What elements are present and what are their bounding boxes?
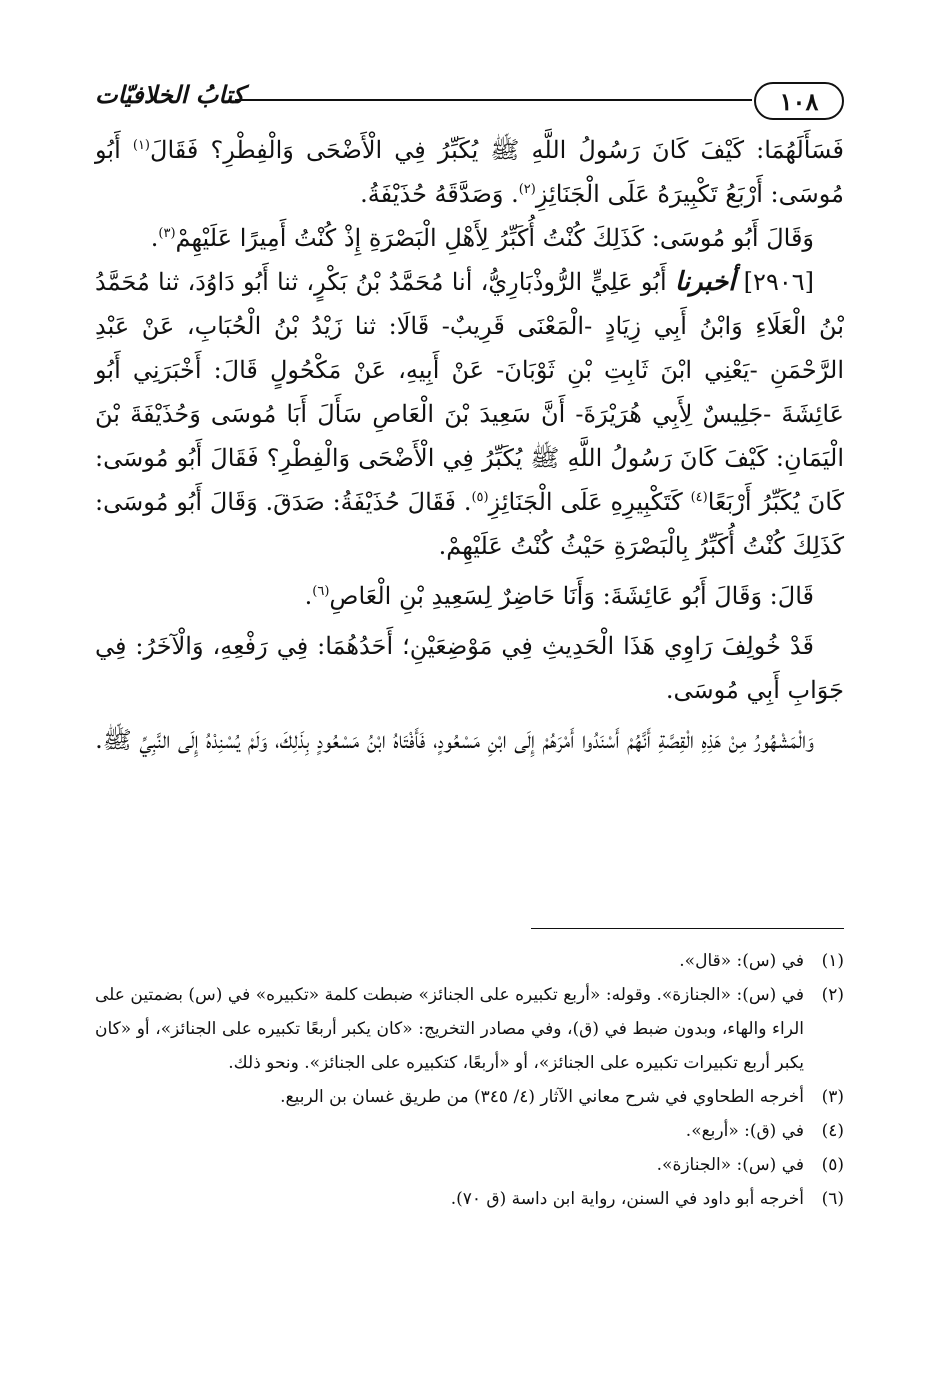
footnote-number: (٢) — [821, 985, 844, 1005]
footnote-5 — [95, 1148, 844, 1182]
footnote-marker[interactable]: (٣) — [158, 226, 176, 241]
text-segment: أَبُو عَلِيٍّ الرُّوذْبَارِيُّ، أنا مُحَمَّدُ بْنُ بَكْرٍ، ثنا أَبُو دَاوُدَ، ثنا مُحَمَّدُ بْنُ الْعَلَاءِ وَابْنُ أَبِي زِيَادٍ -الْمَعْنَى قَرِيبٌ- قَالَا: ثنا زَيْدُ بْنُ الْحُبَابِ، عَنْ عَبْدِ الرَّحْمَنِ -يَعْنِي ابْنَ ثَابِتِ بْنِ ثَوْبَانَ- عَنْ أَبِيهِ، عَنْ مَكْحُولٍ قَالَ: أَخْبَرَنِي أَبُو عَائِشَةَ -جَلِيسٌ لِأَبِي هُرَيْرَةَ- أَنَّ سَعِيدَ بْنَ الْعَاصِ سَأَلَ أَبَا مُوسَى وَحُذَيْفَةَ بْنَ الْيَمَانِ: كَيْفَ كَانَ رَسُولُ اللَّهِ ﷺ يُكَبِّرُ فِي الْأَضْحَى وَالْفِطْرِ؟ فَقَالَ أَبُو مُوسَى: كَانَ يُكَبِّرُ أَرْبَعًا — [95, 268, 845, 516]
footnote-6 — [95, 1182, 844, 1216]
footnote-text: أخرجه أبو داود في السنن، رواية ابن داسة (ق ٧٠). — [450, 1189, 804, 1209]
paragraph-3-hadith — [95, 260, 844, 568]
akhbarana-word: أخبرنا — [674, 267, 736, 297]
footnote-text: أخرجه الطحاوي في شرح معاني الآثار (٤/ ٣٤٥) من طريق غسان بن الربيع. — [280, 1087, 804, 1107]
footnote-marker[interactable]: (٤) — [690, 490, 708, 505]
footnote-4 — [95, 1114, 844, 1148]
paragraph-5: قَدْ خُولِفَ رَاوِي هَذَا الْحَدِيثِ فِي مَوْضِعَيْنِ؛ أَحَدُهُمَا: فِي رَفْعِهِ، وَالْآخَرُ: فِي جَوَابِ أَبِي مُوسَى. — [95, 632, 844, 704]
footnote-3 — [95, 1080, 844, 1114]
footnote-separator — [531, 928, 844, 929]
text-segment: قَالَ: وَقَالَ أَبُو عَائِشَةَ: وَأَنَا حَاضِرٌ لِسَعِيدِ بْنِ الْعَاصِ — [329, 582, 814, 610]
text-segment: . — [150, 224, 159, 252]
footnote-marker[interactable]: (٢) — [518, 182, 536, 197]
footnote-text: في (س): «الجنازة». — [656, 1155, 804, 1175]
footnote-text: في (ق): «أربع». — [685, 1121, 804, 1141]
text-segment: وَقَالَ أَبُو مُوسَى: كَذَلِكَ كُنْتُ أُكَبِّرُ لِأَهْلِ الْبَصْرَةِ إِذْ كُنْتُ أَمِيرًا عَلَيْهِمْ — [175, 224, 814, 252]
main-text — [95, 128, 844, 762]
text-segment: . — [304, 582, 313, 610]
text-segment: . فَقَالَ حُذَيْفَةُ: صَدَقَ. وَقَالَ أَبُو مُوسَى: كَذَلِكَ كُنْتُ أُكَبِّرُ بِالْبَصْرَةِ حَيْثُ كُنْتُ عَلَيْهِمْ. — [95, 488, 844, 560]
text-segment: أَبُو مُوسَى: أَرْبَعُ تَكْبِيرَهُ عَلَى الْجَنَائِزِ — [95, 136, 844, 208]
book-title: كتابُ الخلافيّات — [95, 80, 245, 109]
page-number: ١٠٨ — [754, 82, 844, 120]
footnote-marker[interactable]: (١) — [132, 138, 150, 153]
text-segment: . وَصَدَّقَهُ حُذَيْفَةُ. — [360, 180, 519, 208]
footnote-number: (٤) — [821, 1121, 844, 1141]
text-segment: كَتَكْبِيرِهِ عَلَى الْجَنَائِزِ — [488, 488, 691, 516]
paragraph-6: وَالْمَشْهُورُ مِنْ هَذِهِ الْقِصَّةِ أَنَّهُمْ أَسْنَدُوا أَمْرَهُمْ إِلَى ابْنِ مَسْعُودٍ، فَأَفْتَاهُ ابْنُ مَسْعُودٍ بِذَلِكَ، وَلَمْ يُسْنِدْهُ إِلَى النَّبِيِّ ﷺ. — [95, 726, 814, 754]
footnote-number: (٥) — [821, 1155, 844, 1175]
paragraph-4 — [95, 574, 844, 618]
footnotes — [95, 944, 844, 1216]
text-segment: فَسَأَلَهُمَا: كَيْفَ كَانَ رَسُولُ اللَّهِ ﷺ يُكَبِّرُ فِي الْأَضْحَى وَالْفِطْرِ؟ فَقَالَ — [150, 136, 844, 164]
footnote-1 — [95, 944, 844, 978]
footnote-number: (١) — [821, 951, 844, 971]
footnote-text: في (س): «قال». — [679, 951, 804, 971]
hadith-number: [٢٩٠٦] — [743, 268, 814, 296]
footnote-number: (٦) — [821, 1189, 844, 1209]
paragraph-2 — [95, 216, 844, 260]
page-header — [95, 78, 844, 122]
footnote-marker[interactable]: (٦) — [312, 584, 330, 599]
header-rule — [235, 99, 752, 101]
footnote-number: (٣) — [821, 1087, 844, 1107]
footnote-text: في (س): «الجنازة». وقوله: «أربع تكبيره على الجنائز» ضبطت كلمة «تكبيره» في (س) بضمتين على الراء والهاء، وبدون ضبط في (ق)، وفي مصادر التخريج: «كان يكبر أربعًا تكبيره على الجنائز»، أو «كان يكبر أربع تكبيرات تكبيره على الجنائز»، أو «أربعًا، كتكبيره على الجنائز». ونحو ذلك. — [95, 985, 804, 1073]
paragraph-1 — [95, 128, 844, 216]
footnote-marker[interactable]: (٥) — [471, 490, 489, 505]
footnote-2 — [95, 978, 844, 1080]
